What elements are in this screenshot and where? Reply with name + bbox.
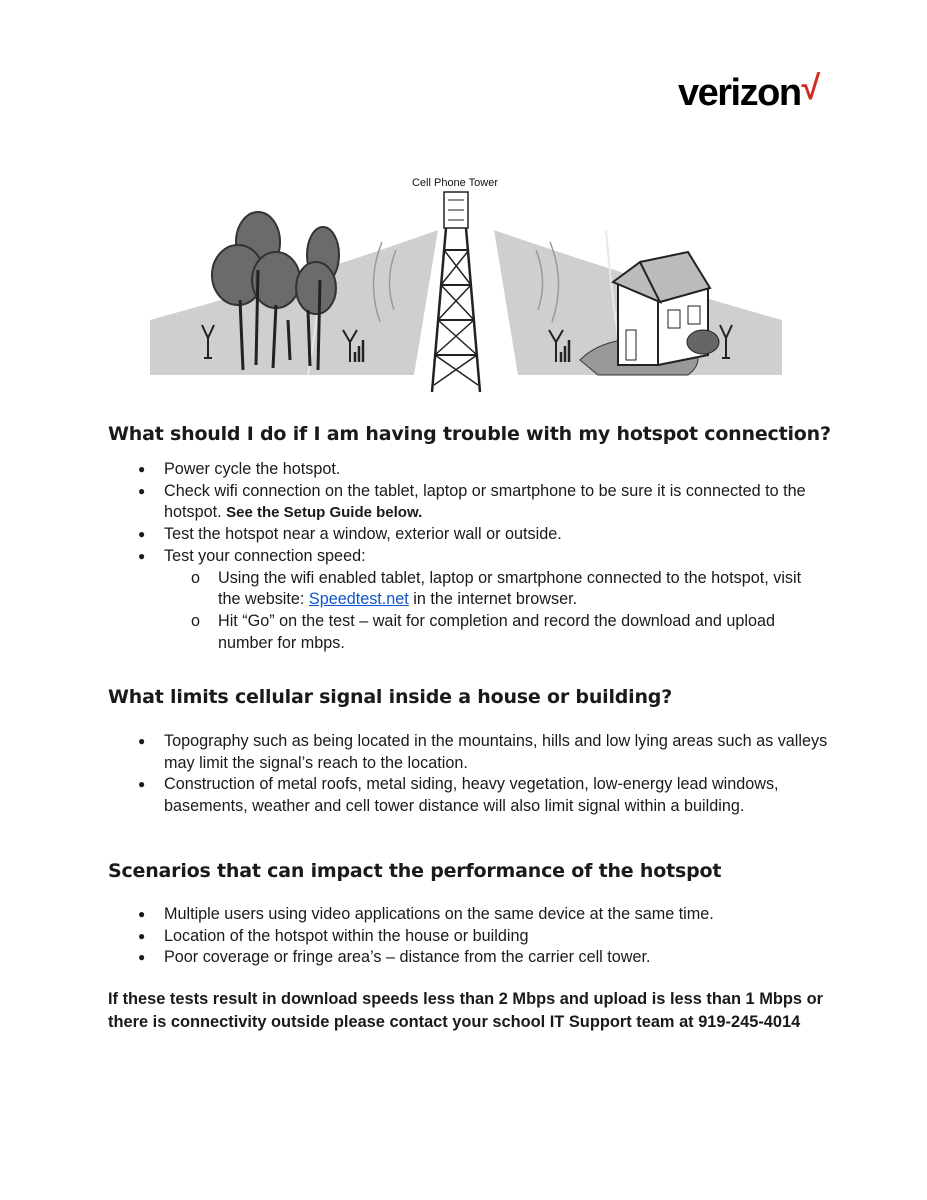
section-heading: What limits cellular signal inside a house or building?: [108, 686, 673, 708]
list-item: ● Construction of metal roofs, metal siding, heavy vegetation, low-energy lead windows, basements, weather and cell tower distance will also limit signal within a building.: [138, 774, 828, 817]
list-item: ● Topography such as being located in the mountains, hills and low lying areas such as valleys may limit the signal’s reach to the location.: [138, 731, 828, 774]
list-item: ● Check wifi connection on the tablet, laptop or smartphone to be sure it is connected to the hotspot. See the Setup Guide below.: [138, 481, 828, 524]
tower-label: Cell Phone Tower: [411, 177, 499, 189]
setup-guide-note: See the Setup Guide below.: [226, 504, 423, 522]
list-item: ● Test the hotspot near a window, exterior wall or outside.: [138, 524, 828, 546]
checkmark-icon: √: [801, 69, 819, 107]
list-item: ● Multiple users using video applications on the same device at the same time.: [138, 904, 828, 926]
speed-test-steps: [191, 568, 828, 655]
cell-tower-illustration: [148, 170, 784, 400]
signal-limits-list: [138, 731, 828, 818]
sub-list-item: o Using the wifi enabled tablet, laptop or smartphone connected to the hotspot, visit the website: Speedtest.net in the internet browser.: [191, 568, 828, 611]
logo-wordmark: verizon: [678, 72, 801, 114]
trouble-list: [138, 459, 828, 654]
sub-list-item: o Hit “Go” on the test – wait for completion and record the download and upload number for mbps.: [191, 611, 828, 654]
section-heading: What should I do if I am having trouble with my hotspot connection?: [108, 423, 831, 445]
list-item: ● Power cycle the hotspot.: [138, 459, 828, 481]
speedtest-link[interactable]: Speedtest.net: [308, 590, 409, 609]
list-item: ● Location of the hotspot within the house or building: [138, 926, 828, 948]
section-heading: Scenarios that can impact the performance of the hotspot: [108, 860, 722, 882]
verizon-logo: [678, 69, 819, 115]
list-item: ● Poor coverage or fringe area’s – distance from the carrier cell tower.: [138, 947, 828, 969]
scenarios-list: [138, 904, 828, 969]
support-contact-note: If these tests result in download speeds less than 2 Mbps and upload is less than 1 Mbps or there is connectivity outside please contact your school IT Support team at 919-245-4014: [108, 990, 823, 1031]
list-item: ● Test your connection speed: o Using the wifi enabled tablet, laptop or smartphone connected to the hotspot, visit the website: Speedtest.net in the internet browser. o Hit “Go” on the test – wait for completion and record the download and upload number for mbps.: [138, 546, 828, 655]
